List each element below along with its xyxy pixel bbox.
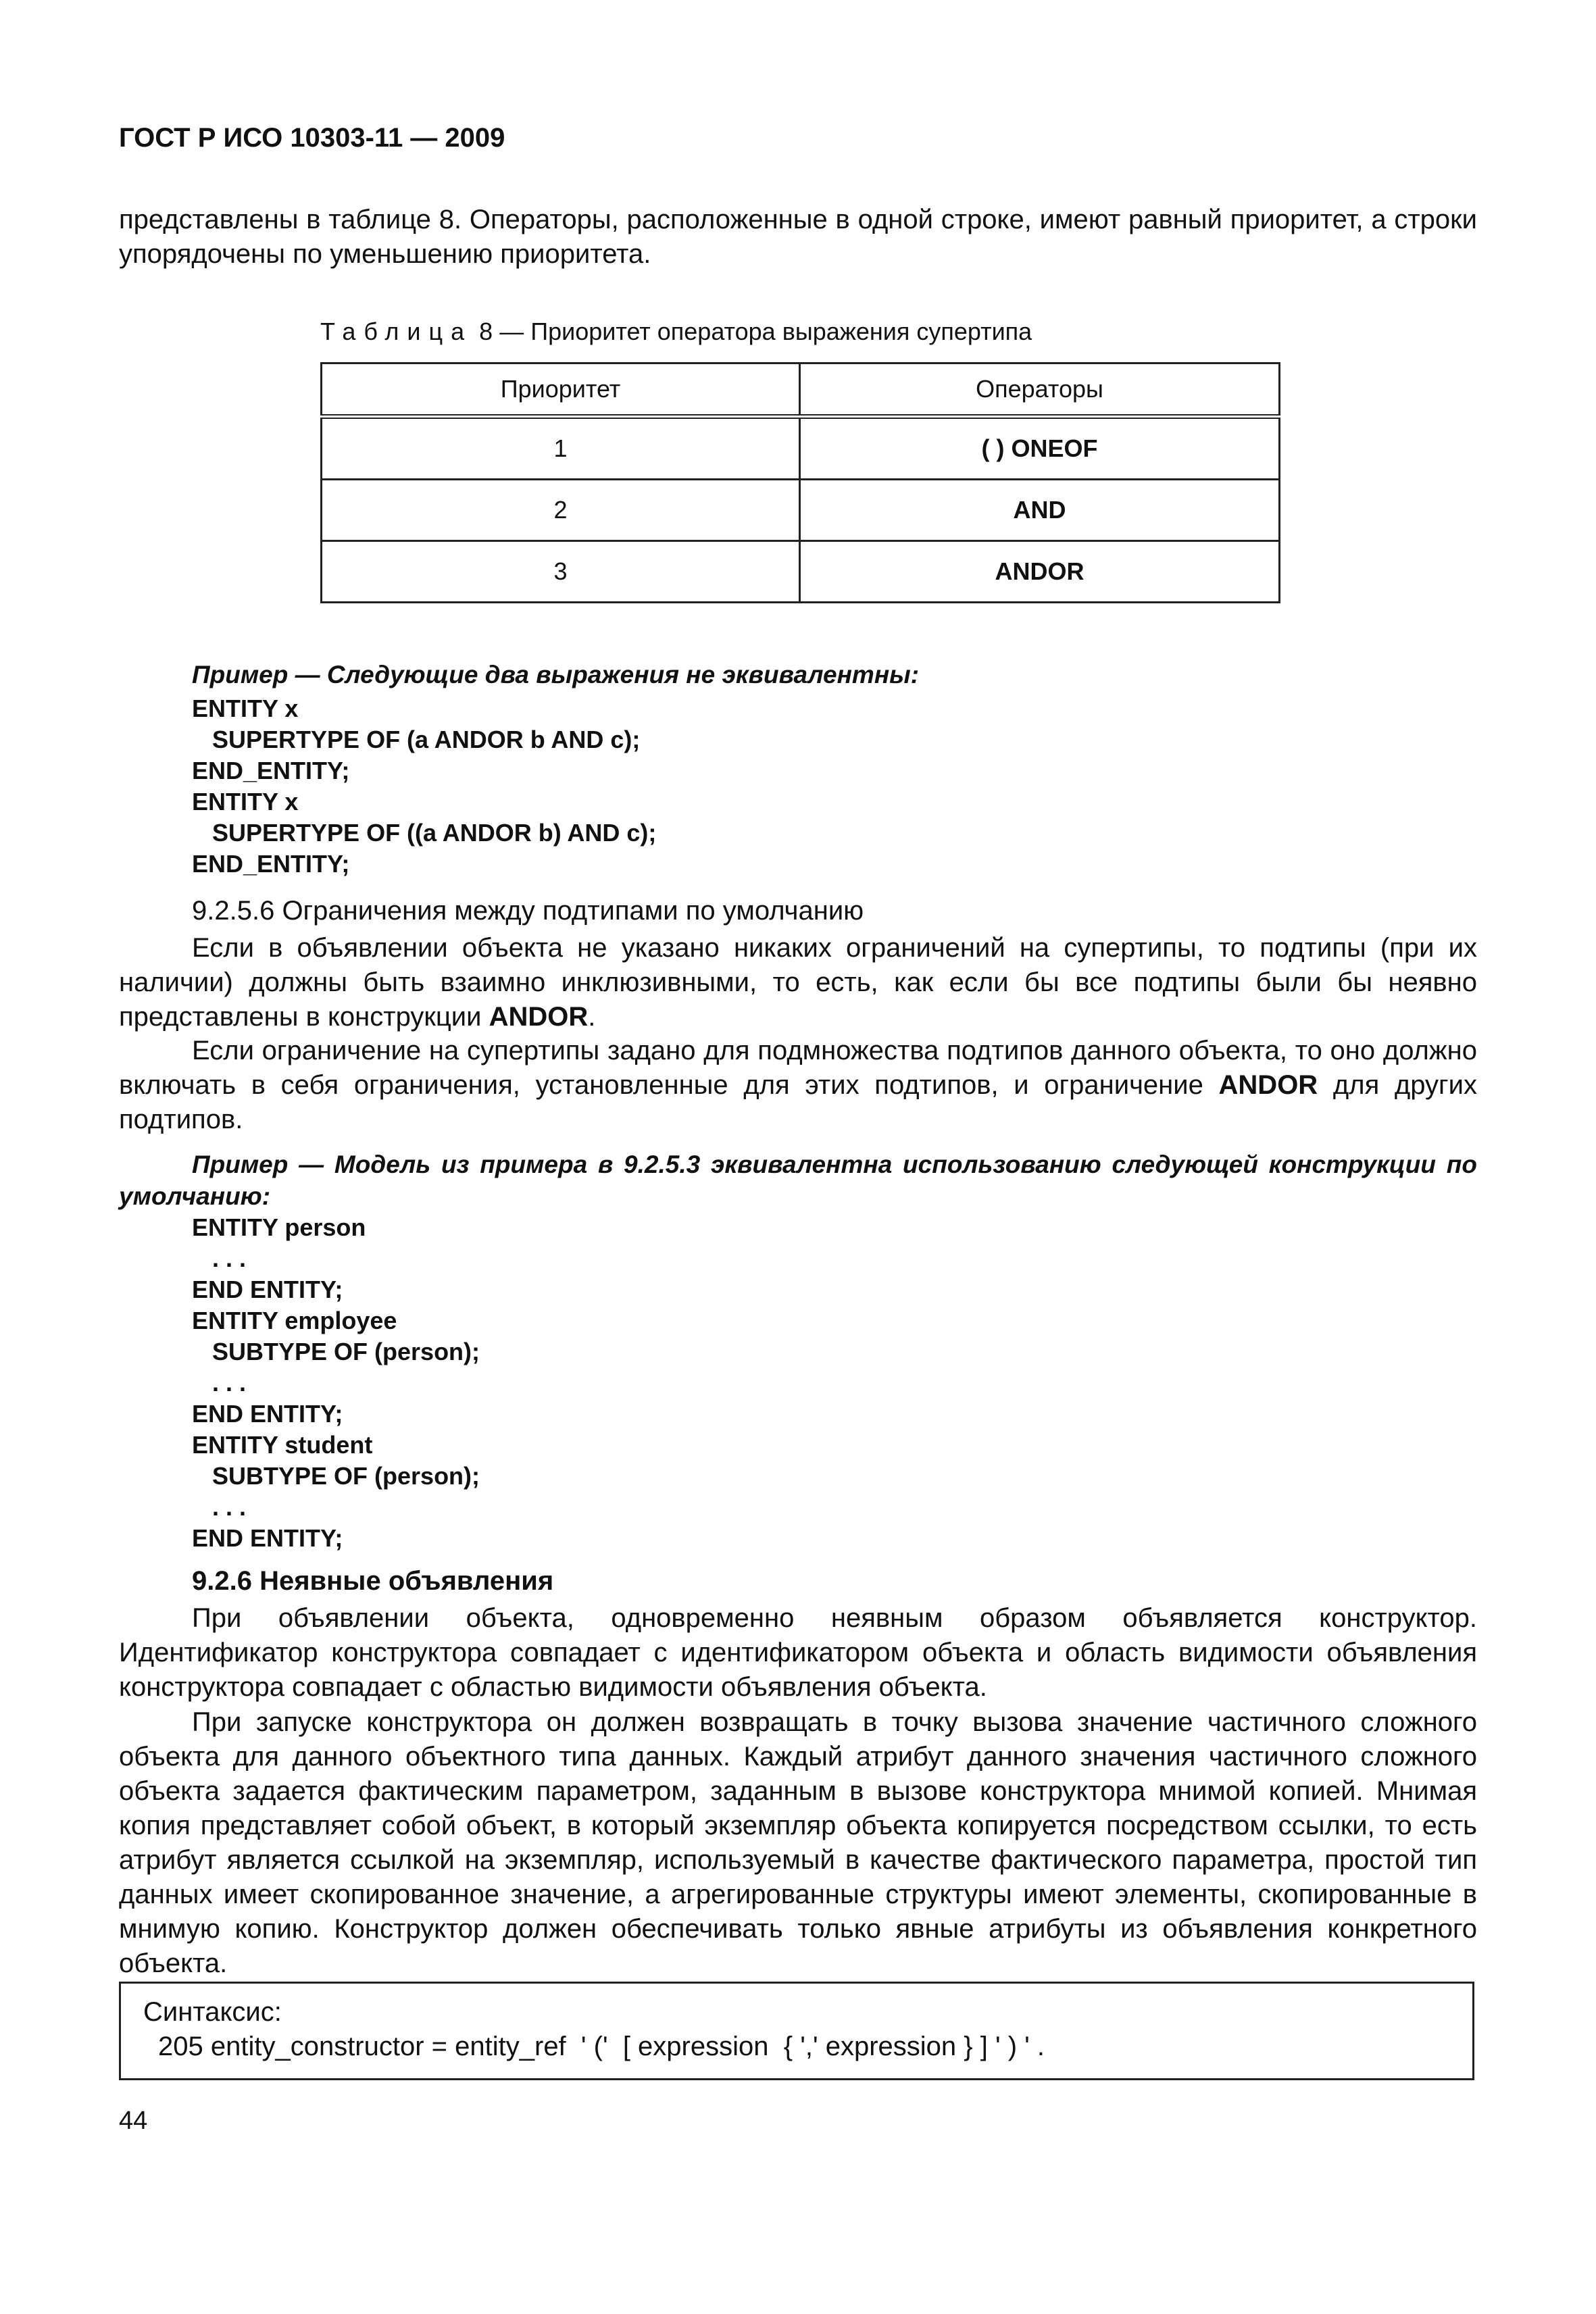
p2-tail: для других подтипов. <box>119 1070 1477 1134</box>
table-caption <box>320 318 1032 346</box>
header-operators: Операторы <box>800 363 1280 417</box>
cell-operators: AND <box>800 480 1280 541</box>
table-row <box>322 480 1280 541</box>
p2-text: Если ограничение на супертипы задано для подмножества подтипов данного объекта, то оно должно включать в себя ограничения, установленные для этих подтипов, и ограничение <box>119 1036 1477 1100</box>
cell-priority: 3 <box>322 541 800 603</box>
p1-tail: . <box>588 1002 596 1032</box>
syntax-box <box>119 1982 1474 2080</box>
p1-keyword: ANDOR <box>489 1002 589 1032</box>
table-header-row <box>322 363 1280 417</box>
p2-keyword: ANDOR <box>1218 1070 1318 1100</box>
section-926-paragraph-2: При запуске конструктора он должен возвращать в точку вызова значение частичного сложного объекта для данного объектного типа данных. Каждый атрибут данного значения частичного сложного объекта задается фактическим параметром, заданным в вызове конструктора мнимой копией. Мнимая копия представляет собой объект, в который экземпляр объекта копируется посредством ссылки, то есть атрибут является ссылкой на экземпляр, используемый в качестве фактического параметра, простой тип данных имеет скопированное значение, а агрегированные структуры имеют элементы, скопированные в мнимую копию. Конструктор должен обеспечивать только явные атрибуты из объявления конкретного объекта. <box>119 1707 1477 1978</box>
intro-paragraph: представлены в таблице 8. Операторы, расположенные в одной строке, имеют равный приоритет, а строки упорядочены по уменьшению приоритета. <box>119 205 1477 269</box>
table-row <box>322 417 1280 480</box>
document-header: ГОСТ Р ИСО 10303-11 — 2009 <box>119 123 505 153</box>
syntax-label: Синтаксис: <box>143 1997 282 2027</box>
table-row <box>322 541 1280 603</box>
section-9256-paragraph-1 <box>119 931 1477 1034</box>
example1-code: ENTITY x SUPERTYPE OF (a ANDOR b AND c); END_ENTITY; ENTITY x SUPERTYPE OF ((a ANDOR b) AND c); END_ENTITY; <box>192 695 657 878</box>
table-caption-label: Таблица <box>320 318 473 345</box>
priority-table <box>320 362 1280 603</box>
header-priority: Приоритет <box>322 363 800 417</box>
cell-operators: ANDOR <box>800 541 1280 603</box>
example1-title: Пример — Следующие два выражения не эквивалентны: <box>192 661 920 688</box>
page-number: 44 <box>119 2107 148 2135</box>
section-926-paragraph-1: При объявлении объекта, одновременно неявным образом объявляется конструктор. Идентификатор конструктора совпадает с идентификатором объекта и область видимости объявления конструктора совпадает с областью видимости объявления объекта. <box>119 1603 1477 1702</box>
section-926-heading: 9.2.6 Неявные объявления <box>192 1566 554 1596</box>
p1-text: Если в объявлении объекта не указано никаких ограничений на супертипы, то подтипы (при их наличии) должны быть взаимно инклюзивными, то есть, как если бы все подтипы были бы неявно представлены в конструкции <box>119 933 1477 1032</box>
section-9256-paragraph-2 <box>119 1034 1477 1137</box>
example2-code: ENTITY person . . . END ENTITY; ENTITY employee SUBTYPE OF (person); . . . END ENTITY; ENTITY student SUBTYPE OF (person); . . . END ENTITY; <box>192 1213 480 1552</box>
example2-title: Пример — Модель из примера в 9.2.5.3 эквивалентна использованию следующей конструкции по умолчанию: <box>119 1151 1477 1210</box>
cell-priority: 1 <box>322 417 800 480</box>
section-9256-heading: 9.2.5.6 Ограничения между подтипами по умолчанию <box>192 896 864 926</box>
syntax-rule: 205 entity_constructor = entity_ref ' (' [ expression { ',' expression } ] ' ) ' . <box>158 2032 1045 2061</box>
cell-priority: 2 <box>322 480 800 541</box>
cell-operators: ( ) ONEOF <box>800 417 1280 480</box>
table-caption-title: 8 — Приоритет оператора выражения супертипа <box>479 318 1032 345</box>
